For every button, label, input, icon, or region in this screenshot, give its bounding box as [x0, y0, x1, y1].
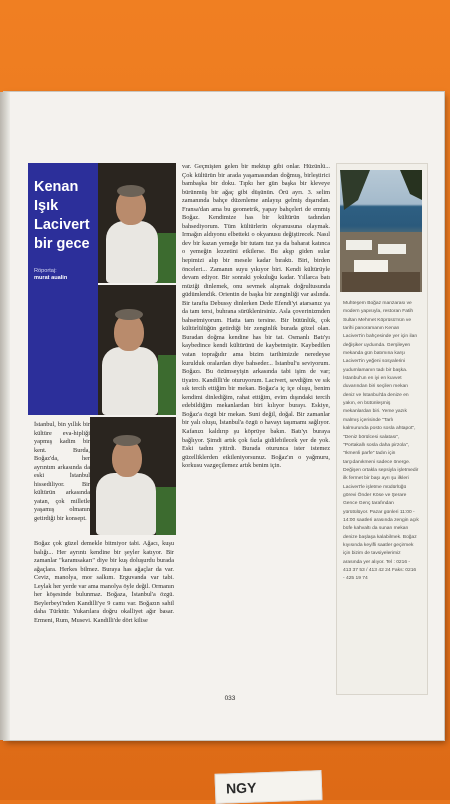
byline [34, 268, 96, 282]
sticky-note [215, 770, 323, 804]
article-column-left-top [34, 421, 90, 533]
byline-name: murat aualin [34, 275, 68, 281]
sticky-note-label: NGY [225, 779, 257, 797]
page-number: 033 [224, 695, 236, 702]
paragraph-intro: İstanbul, bin yıllık bir kültüre eva-hipliği yapmış kadim bir kent. Burda, Boğaz'da, her ayrıntım arkasında da eski İstanbul hissediliyor. Bir kültürün arkasında yatan, çok milletle yaşamış olmanın getirdiği bir konsept. [34, 421, 90, 523]
article-column-middle [182, 163, 330, 693]
restaurant-scene [340, 170, 422, 292]
restaurant-photo [340, 170, 422, 292]
paragraph-left: Boğaz çok güzel demekle bitmiyor tabi. Ağacı, kuşu balığı... Her ayrıntı kendine bir şeyler katıyor. Bir zamanlar "karamsakarı" diye bir kuş doluşurdu burada ağaçlara. Herkes bilmez. Buraya has ağaçlar da var. Ceviz, manolya, mor salkım. Erguvanda var tabi. Leylak her yerde var ama manolya öyle değil. Ormanın her köşesinde bulunmaz. Boğaza, İstanbul'a özgü. Beylerbeyi'nden Kandilli'ye 9 camı var. Boğazın sahil daha Türktür. Yukarılara doğru okalliyet ağır basar. Ermeni, Rum, Musevi. Kandilli'de dört kilise [34, 540, 174, 624]
portrait-photo-1 [98, 163, 176, 283]
sidebar-text [343, 300, 419, 685]
portrait-photo-2 [98, 285, 176, 415]
page-spine [0, 92, 10, 740]
article-column-left-bottom [34, 540, 174, 690]
sidebar-paragraph: Muhteşem Boğaz manzarası ve modern yapısıyla, restoran Fatih Sultan Mehmet Köprüsü'nün ve tarihi panoramanın Kenan Lacivert'in bahçesinde yer için ilan değişiker uyduında. Gerşileyen mekanda gün batımına karşı Lacivert'in yeğeni sosyalerini yudumlamanın tadı bir başka. İstanbul'un en iyi en kuvvet duvarından biri seçilen mekan deniz ve İstanbul'da denize en yakın, en bütünleşmiş mekanlardan biri. Yeme yazık malmış içerisinde "Tarlı kalmurunda posto sosla ahtapot", "Deniz börülcesi salatası", "Portakallı sosla daha pirzola", "Ikmenli parfe" tadın için tarçıdanıkmeni sadece önerge. Değişen ortakla sepsiyla işletmedir ilk fermet bir başı ayrı şu ilkleri Lacivert'le işletme müdürlüğü görevi Önder Köse ve Şerare Gence Genç tarafından yürütülüyor. Pazar günleri 11:00 - 14:00 saatleri arasında zengin açık büfe kahvaltı da sunan mekan denize başlaşa kalabilmek. Boğaz kıyısında keyifli saatler geçirmek için bizim de tavsiyelerimiz arasında yer alıyor. Tel : 0216 - 413 37 53 / 413 42 24 Faks: 0216 - 425 19 74 [343, 301, 419, 582]
article-title: Kenan Işık Lacivert bir gece [34, 179, 90, 252]
portrait-photo-3 [90, 417, 176, 535]
paragraph-middle: var. Geçmişten gelen bir mektup gibi onlar. Hüzünlü... Çok kültürün bir arada yaşamasından doğmuş, birleştirici bambaşka bir doku. Tıpkı her gün başka bir kleveye bürünmüş bir ağaç gibi düşünün. Örü ayrı. 3. selim zamanında bahçe düzenleme anlayışı gelmiş dışarıdan. Fransa'dan ama bu geometrik, yapay bahçeleri de emmiş Boğaz. Kendimize has bir kültürün tadından bahsediyorum. Tüm kültürlerin okyanusuna olaymak. Irmağın aldıyonu elbetteki o okyanusu değiştirecek. Nasıl dev bir kazan yemeğe bir tutam tuz ya da baharat katınca o yemeğin lezzetini etkilerse. Bu akşp giden sular hepimizi alıp bir mesele kadar bıraktı. Biri, birden önceleri... Zamanın suyu yıkıyor biri. Kendi kültürüyle devam ediyor. Bir sonraki yokuluğu kadar. Yıllarca batı müziği dinlemek, onu sevmek alışmak doğrultusunda güdümlendik. Orientin de başka bir zenginliği var aslında. Bir tarafta Debussy dinlerken Dede Efendi'yi atarsanız ya da tam tersi, buhrana sürüklenirsiniz. Asla çoverinizmden bahsetmiyorum. Hatta tam tersine. Bir bütünlük, çok kültürlülüğün getirdiği bir zenginlik burada gözel olan. Buradan doğma kendine has bir tat. Osmanlı Batı'yı kaybedince kendi kültürünü de kaybetmiştir. Kaybedilen vatan toprağıdır ama bizim tarihimizde neredeyse kurulduk oralardan diye bahseder... İstanbul'u seviyorum. Boğazı. Bu özümseyişin arkasında tabi işim de var; tiyatro. Kandilli'de oturuyorum. Lacivert, sevdiğim ve sık sık tercih ettiğim bir mekan. Boğaz'a iç içe oluşu, benim kendimi dinlediğim, rahat ettiğim, evim dışındaki tercih edebildiğim mekanlardan biri kılıyor burayı. Eskiye, Boğaz'a özgü bir mekan. Suni değil, doğal. Bir zamanlar bir yalı oluşu, İstanbul'a özgü o havayı taşımamı sağlıyor. Kafanızı kaldırıp şu köprüye bakın. Batı'yı buraya bağlıyor. Şimdi artık çok fazla gidilebilecek yer de yok. Eski tadını yitirdi. Burada oturunca ister istemez güzelliklerden etkileniyorsunuz. Boğaz'ın o yağmuru, korkusu vazgeçilemez artık benim için. [182, 163, 330, 470]
byline-label: Röportaj: [34, 268, 57, 274]
